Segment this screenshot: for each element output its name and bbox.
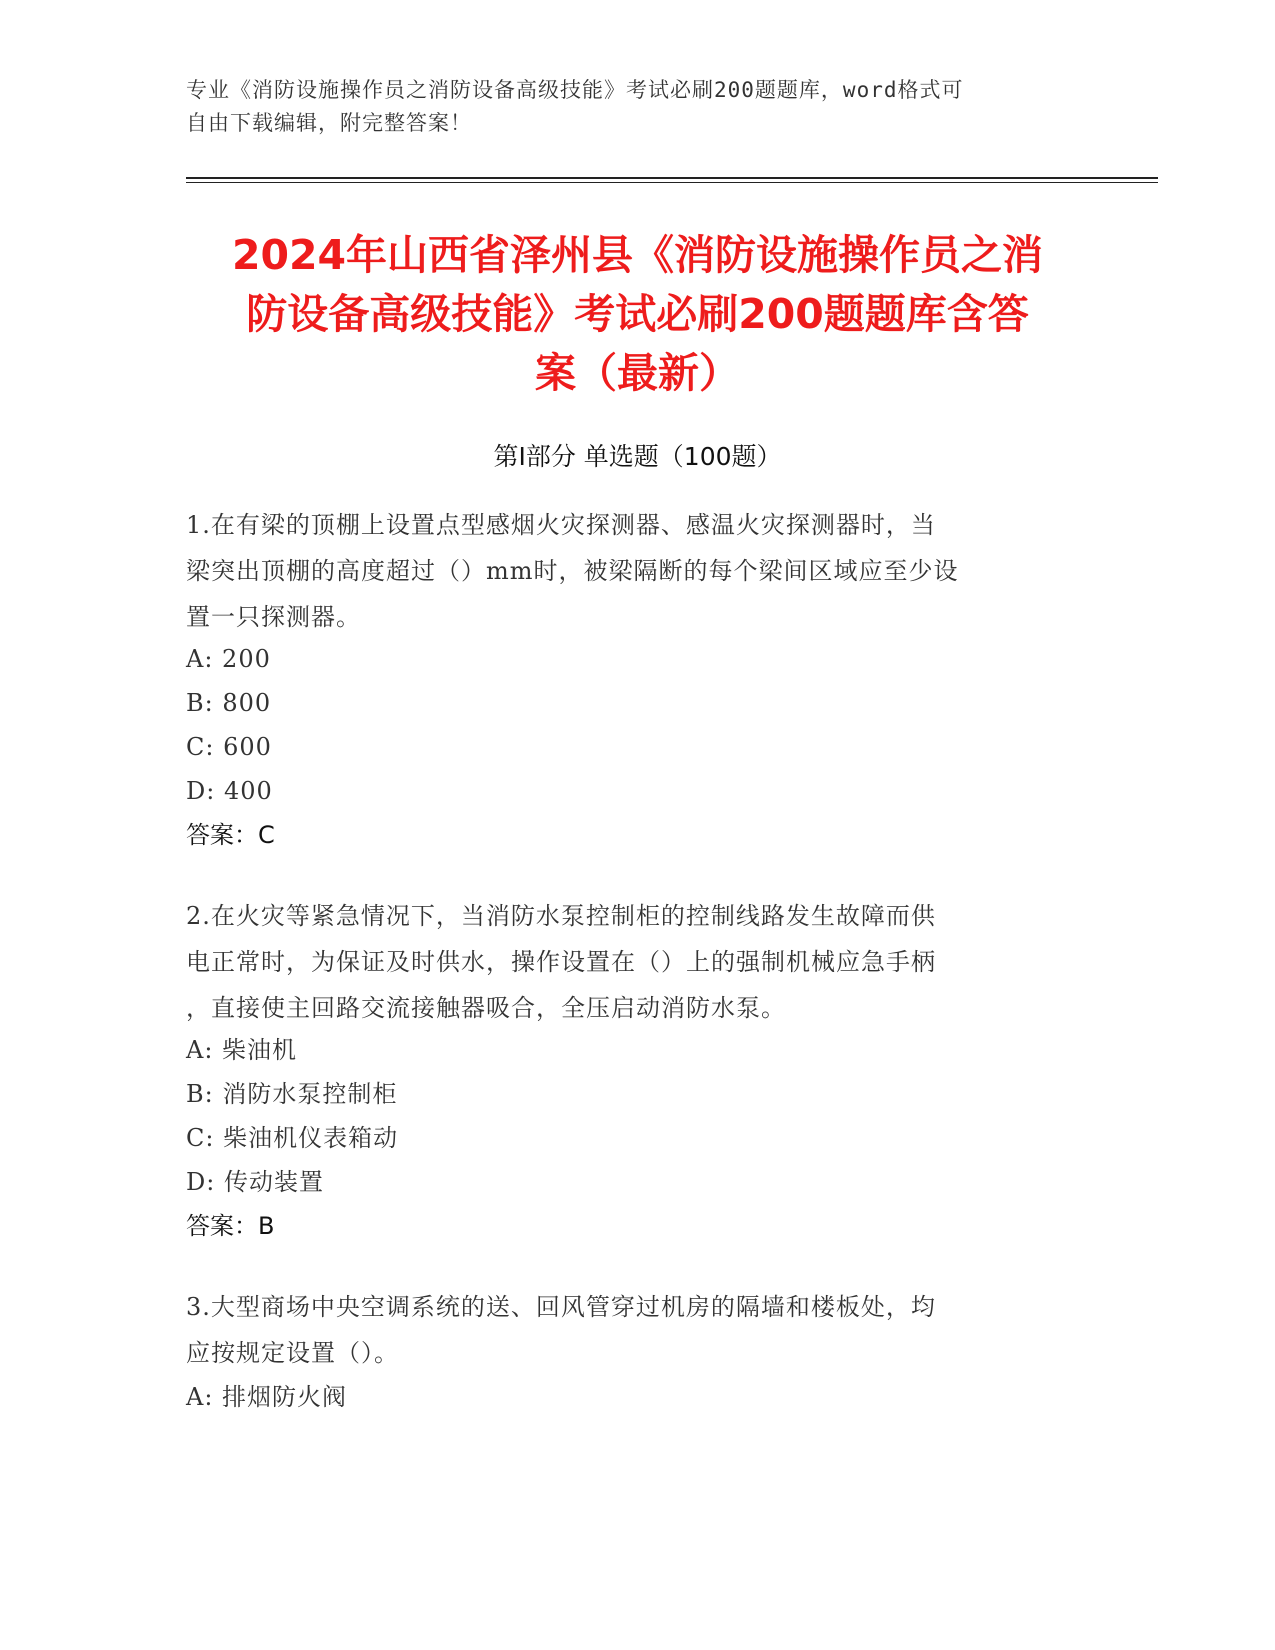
header-note bbox=[186, 74, 1086, 140]
question-2-text bbox=[186, 893, 1106, 1031]
question-2-line-3: ，直接使主回路交流接触器吸合，全压启动消防水泵。 bbox=[186, 994, 786, 1022]
question-1-option-c: C: 600 bbox=[186, 733, 272, 761]
title-line-2: 防设备高级技能》考试必刷200题题库含答 bbox=[246, 290, 1029, 338]
document-title bbox=[150, 226, 1125, 403]
section-heading: 第Ⅰ部分 单选题（100题） bbox=[493, 442, 782, 471]
question-2-option-c: C: 柴油机仪表箱动 bbox=[186, 1124, 399, 1152]
question-2-answer: 答案：B bbox=[186, 1212, 275, 1240]
question-3-text bbox=[186, 1284, 1106, 1376]
question-1-option-d: D: 400 bbox=[186, 777, 273, 805]
question-1-option-b: B: 800 bbox=[186, 689, 272, 717]
question-2-option-d: D: 传动装置 bbox=[186, 1168, 324, 1196]
question-1-line-1: 1.在有梁的顶棚上设置点型感烟火灾探测器、感温火灾探测器时，当 bbox=[186, 511, 936, 539]
question-1-line-3: 置一只探测器。 bbox=[186, 603, 361, 631]
question-1-answer: 答案：C bbox=[186, 821, 275, 849]
header-note-line-2: 自由下载编辑，附完整答案！ bbox=[186, 111, 472, 135]
question-3-line-1: 3.大型商场中央空调系统的送、回风管穿过机房的隔墙和楼板处，均 bbox=[186, 1293, 936, 1321]
question-1-option-a: A: 200 bbox=[186, 645, 271, 673]
title-line-1: 2024年山西省泽州县《消防设施操作员之消 bbox=[231, 231, 1044, 279]
header-divider-thick bbox=[186, 177, 1158, 179]
question-1-line-2: 梁突出顶棚的高度超过（）mm时，被梁隔断的每个梁间区域应至少设 bbox=[186, 557, 959, 585]
question-3-line-2: 应按规定设置（）。 bbox=[186, 1339, 399, 1367]
question-1-text bbox=[186, 502, 1106, 640]
question-3-option-a: A: 排烟防火阀 bbox=[186, 1383, 348, 1411]
header-note-line-1: 专业《消防设施操作员之消防设备高级技能》考试必刷200题题库，word格式可 bbox=[186, 78, 964, 102]
question-2-line-2: 电正常时，为保证及时供水，操作设置在（）上的强制机械应急手柄 bbox=[186, 948, 936, 976]
title-line-3: 案（最新） bbox=[535, 349, 740, 397]
question-2-option-b: B: 消防水泵控制柜 bbox=[186, 1080, 398, 1108]
question-2-option-a: A: 柴油机 bbox=[186, 1036, 298, 1064]
question-2-line-1: 2.在火灾等紧急情况下，当消防水泵控制柜的控制线路发生故障而供 bbox=[186, 902, 936, 930]
header-divider-thin bbox=[186, 182, 1158, 183]
